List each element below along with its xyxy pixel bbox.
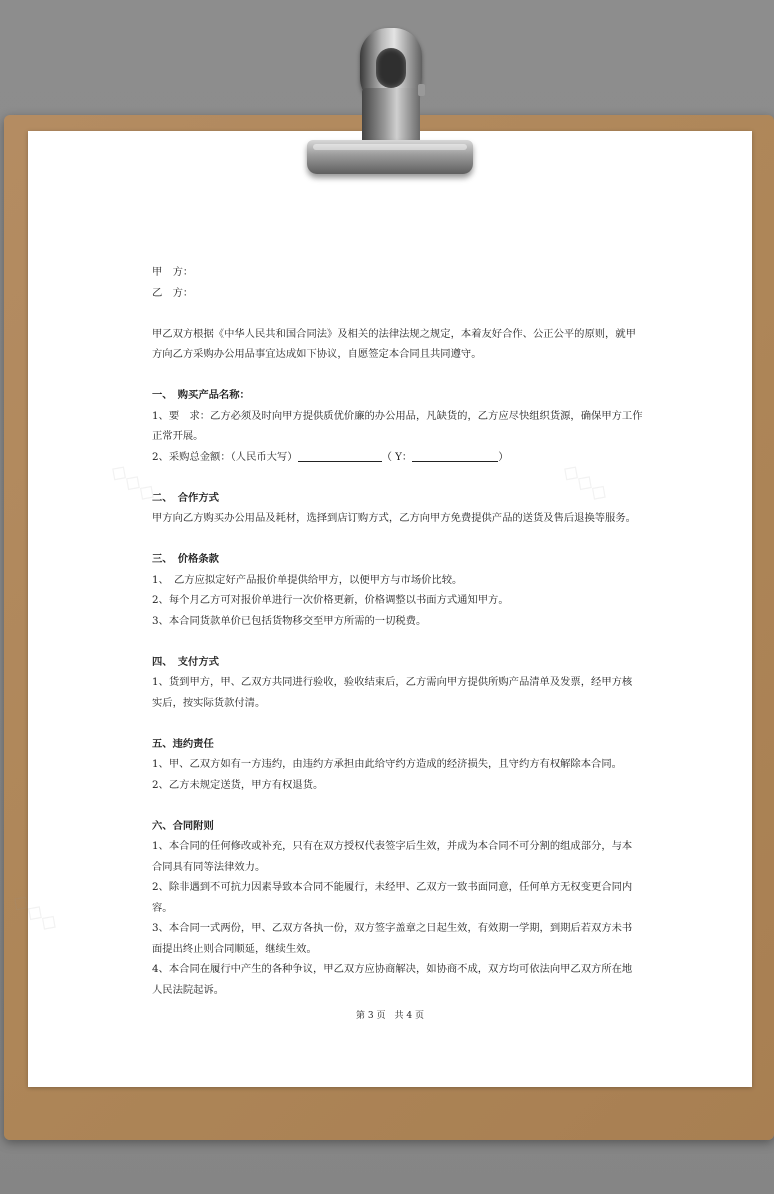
section-line: 2、除非遇到不可抗力因素导致本合同不能履行，未经甲、乙双方一致书面同意，任何单方无权变更合同内 (152, 881, 633, 893)
party-a-label: 甲 方： (152, 266, 194, 278)
section-line: 2、每个月乙方可对报价单进行一次价格更新，价格调整以书面方式通知甲方。 (152, 594, 509, 606)
intro-line: 方向乙方采购办公用品事宜达成如下协议，自愿签定本合同且共同遵守。 (152, 348, 482, 360)
section-heading: 六、合同附则 (152, 819, 214, 832)
section-line: 1、甲、乙双方如有一方违约，由违约方承担由此给守约方造成的经济损失，且守约方有权解除本合同。 (152, 758, 622, 770)
section-line: 2、乙方未规定送货，甲方有权退货。 (152, 778, 324, 791)
clip-pin (418, 84, 425, 96)
section-line: 3、本合同货款单价已包括货物移交至甲方所需的一切税费。 (152, 614, 427, 627)
section-line: 人民法院起诉。 (152, 983, 225, 996)
section-line: 容。 (152, 901, 173, 914)
amount-mid: （ Y： (381, 450, 413, 463)
section-line: 1、 乙方应拟定好产品报价单提供给甲方，以便甲方与市场价比较。 (152, 573, 463, 586)
section-heading: 三、 价格条款 (152, 553, 219, 565)
clip-base (307, 140, 473, 174)
intro-line: 甲乙双方根据《中华人民共和国合同法》及相关的法律法规之规定，本着友好合作、公正公平的原则，就甲 (152, 327, 636, 340)
watermark: ◇◇◇ (7, 887, 64, 938)
page-number-footer: 第 3 页 共 4 页 (356, 1011, 424, 1021)
section-heading: 四、 支付方式 (152, 655, 219, 668)
amount-suffix: ） (498, 450, 509, 463)
section-line: 正常开展。 (152, 430, 204, 442)
section-line: 面提出终止则合同顺延，继续生效。 (152, 942, 317, 955)
section-line: 实后，按实际货款付清。 (152, 696, 266, 709)
section-line: 1、要 求：乙方必须及时向甲方提供质优价廉的办公用品，凡缺货的，乙方应尽快组织货源，确保甲方工作 (152, 409, 643, 422)
watermark: ◇◇◇ (105, 457, 162, 508)
section-heading: 一、 购买产品名称： (152, 389, 250, 401)
section-heading: 二、 合作方式 (152, 491, 219, 504)
party-b-label: 乙 方： (152, 286, 194, 299)
amount-numeric-blank-field (412, 449, 498, 462)
clip-neck (362, 88, 420, 146)
section-line: 4、本合同在履行中产生的各种争议，甲乙双方应协商解决，如协商不成，双方均可依法向甲乙双方所在地 (152, 963, 633, 975)
amount-line (152, 447, 640, 468)
watermark: ◇◇◇ (557, 457, 614, 508)
section-line: 甲方向乙方购买办公用品及耗材，选择到店订购方式，乙方向甲方免费提供产品的送货及售后退换等服务。 (152, 512, 636, 524)
section-line: 合同具有同等法律效力。 (152, 860, 266, 873)
amount-prefix: 2、采购总金额：（人民币大写） (152, 450, 298, 463)
section-line: 1、货到甲方，甲、乙双方共同进行验收，验收结束后，乙方需向甲方提供所购产品清单及发票，经甲方核 (152, 676, 633, 688)
section-line: 3、本合同一式两份，甲、乙双方各执一份，双方签字盖章之日起生效，有效期一学期，到期后若双方未书 (152, 922, 633, 934)
amount-blank-field (298, 449, 382, 462)
contract-body (152, 262, 643, 1000)
section-line: 1、本合同的任何修改或补充，只有在双方授权代表签字后生效，并成为本合同不可分割的组成部分，与本 (152, 840, 633, 852)
section-heading: 五、违约责任 (152, 737, 214, 750)
